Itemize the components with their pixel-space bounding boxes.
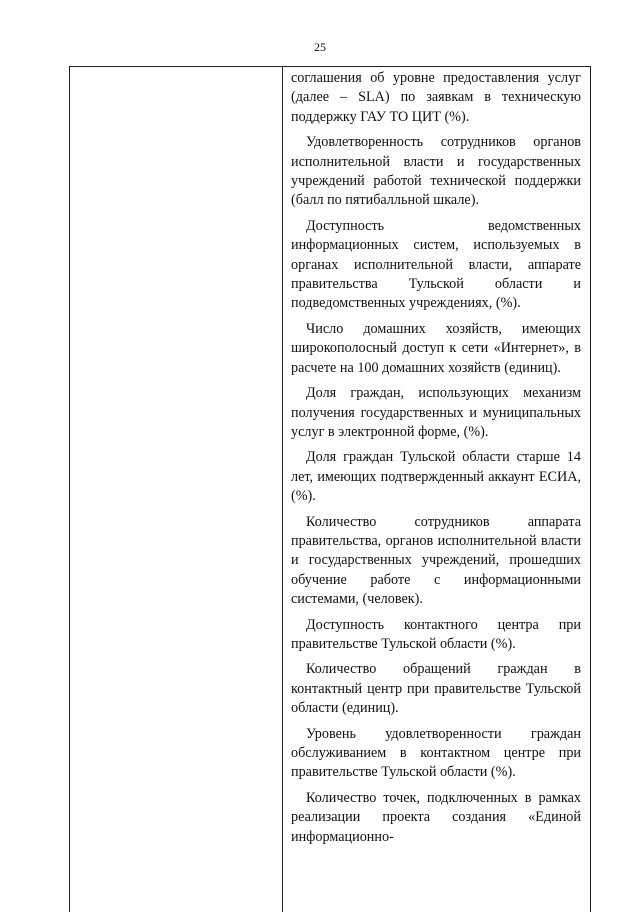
indicator-paragraph: Количество сотрудников аппарата правительства, органов исполнительной власти и государственных учреждений, прошедших обучение работе с информационными системами, (человек). bbox=[291, 513, 581, 608]
indicator-paragraph: Количество точек, подключенных в рамках реализации проекта создания «Единой информационно- bbox=[291, 789, 581, 845]
indicator-paragraph: Доля граждан, использующих механизм получения государственных и муниципальных услуг в электронной форме, (%). bbox=[291, 385, 581, 440]
indicator-paragraph: Доступность ведомственных информационных систем, используемых в органах исполнительной власти, аппарате правительства Тульской области и подведомственных учреждениях, (%). bbox=[291, 217, 581, 312]
right-cell bbox=[283, 67, 590, 912]
left-cell bbox=[70, 67, 283, 912]
indicator-paragraph: Удовлетворенность сотрудников органов исполнительной власти и государственных учреждений работой технической поддержки (балл по пятибалльной шкале). bbox=[291, 134, 581, 209]
indicator-paragraph: Количество обращений граждан в контактный центр при правительстве Тульской области (единиц). bbox=[291, 661, 581, 717]
indicators-table bbox=[69, 66, 591, 912]
indicator-paragraph: Число домашних хозяйств, имеющих широкополосный доступ к сети «Интернет», в расчете на 100 домашних хозяйств (единиц). bbox=[291, 320, 581, 376]
page-number: 25 bbox=[314, 40, 326, 54]
indicator-paragraph: соглашения об уровне предоставления услуг (далее – SLA) по заявкам в техническую поддержку ГАУ ТО ЦИТ (%). bbox=[291, 70, 581, 125]
indicator-paragraph: Уровень удовлетворенности граждан обслуживанием в контактном центре при правительстве Тульской области (%). bbox=[291, 725, 581, 781]
indicator-paragraph: Доля граждан Тульской области старше 14 лет, имеющих подтвержденный аккаунт ЕСИА, (%). bbox=[291, 449, 581, 505]
indicator-paragraph: Доступность контактного центра при правительстве Тульской области (%). bbox=[291, 616, 581, 652]
